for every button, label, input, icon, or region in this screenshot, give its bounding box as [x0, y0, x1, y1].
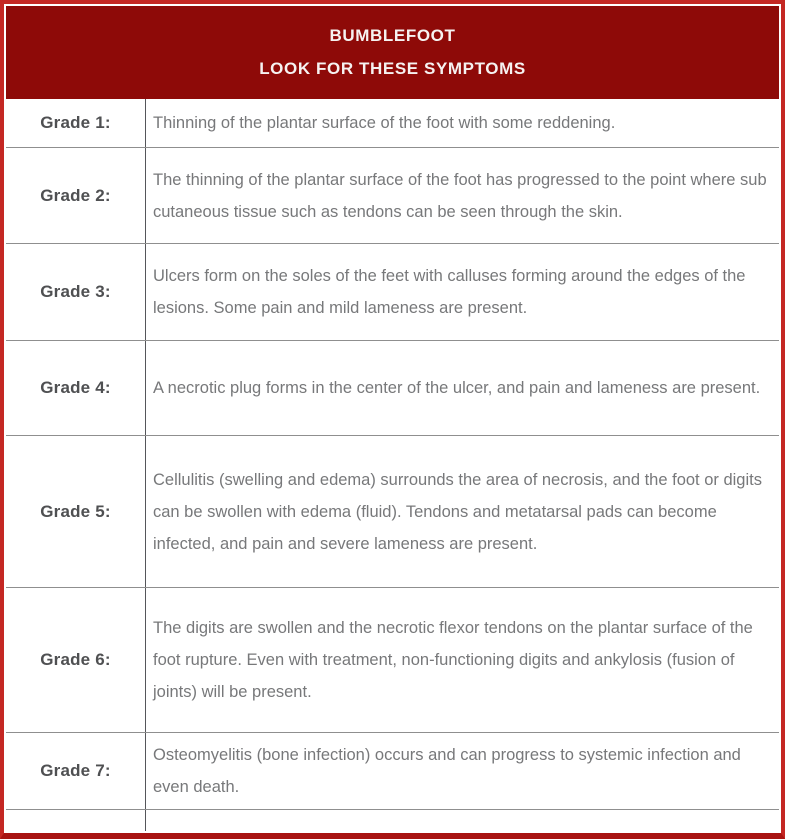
description-text: A necrotic plug forms in the center of the ulcer, and pain and lameness are present. — [153, 379, 761, 397]
grade-label: Grade 1: — [40, 113, 111, 132]
grade-label: Grade 2: — [40, 185, 111, 205]
grade-cell — [6, 436, 146, 587]
description-text: The digits are swollen and the necrotic flexor tendons on the plantar surface of the foot rupture. Even with treatment, non-functioning digits and ankylosis (fusion of joints) will be present. — [153, 619, 753, 701]
grade-cell — [6, 99, 146, 147]
grade-label: Grade 7: — [40, 761, 111, 780]
table-row — [6, 99, 779, 147]
description-cell — [146, 148, 779, 243]
table-subtitle: LOOK FOR THESE SYMPTOMS — [259, 59, 526, 78]
table-row — [6, 340, 779, 435]
description-text: Osteomyelitis (bone infection) occurs and can progress to systemic infection and even death. — [153, 746, 741, 796]
description-text: Ulcers form on the soles of the feet with calluses forming around the edges of the lesions. Some pain and mild lameness are present. — [153, 267, 746, 317]
table-row — [6, 243, 779, 340]
table-row — [6, 587, 779, 732]
description-cell — [146, 99, 779, 147]
description-text: The thinning of the plantar surface of the foot has progressed to the point where sub cutaneous tissue such as tendons can be seen through the skin. — [153, 170, 767, 221]
grade-cell — [6, 244, 146, 340]
grade-label: Grade 5: — [40, 501, 111, 521]
grade-label: Grade 4: — [40, 378, 111, 397]
table-body — [6, 99, 779, 831]
table-header — [6, 6, 779, 99]
description-cell — [146, 341, 779, 435]
table-row-partial — [6, 809, 779, 831]
grade-cell — [6, 733, 146, 809]
table-row — [6, 147, 779, 243]
grade-label: Grade 3: — [40, 282, 111, 301]
table-row — [6, 435, 779, 587]
grade-cell — [6, 341, 146, 435]
description-cell — [146, 810, 779, 831]
description-cell — [146, 436, 779, 587]
table-row — [6, 732, 779, 809]
description-cell — [146, 244, 779, 340]
description-cell — [146, 733, 779, 809]
grade-label: Grade 6: — [40, 650, 111, 669]
description-cell — [146, 588, 779, 732]
table-title: BUMBLEFOOT — [329, 26, 456, 45]
grade-cell — [6, 148, 146, 243]
grade-cell — [6, 810, 146, 831]
grade-cell — [6, 588, 146, 732]
description-text: Thinning of the plantar surface of the foot with some reddening. — [153, 114, 616, 132]
description-text: Cellulitis (swelling and edema) surrounds the area of necrosis, and the foot or digits can be swollen with edema (fluid). Tendons and metatarsal pads can become infected, and pain and severe lameness are present. — [153, 470, 762, 553]
